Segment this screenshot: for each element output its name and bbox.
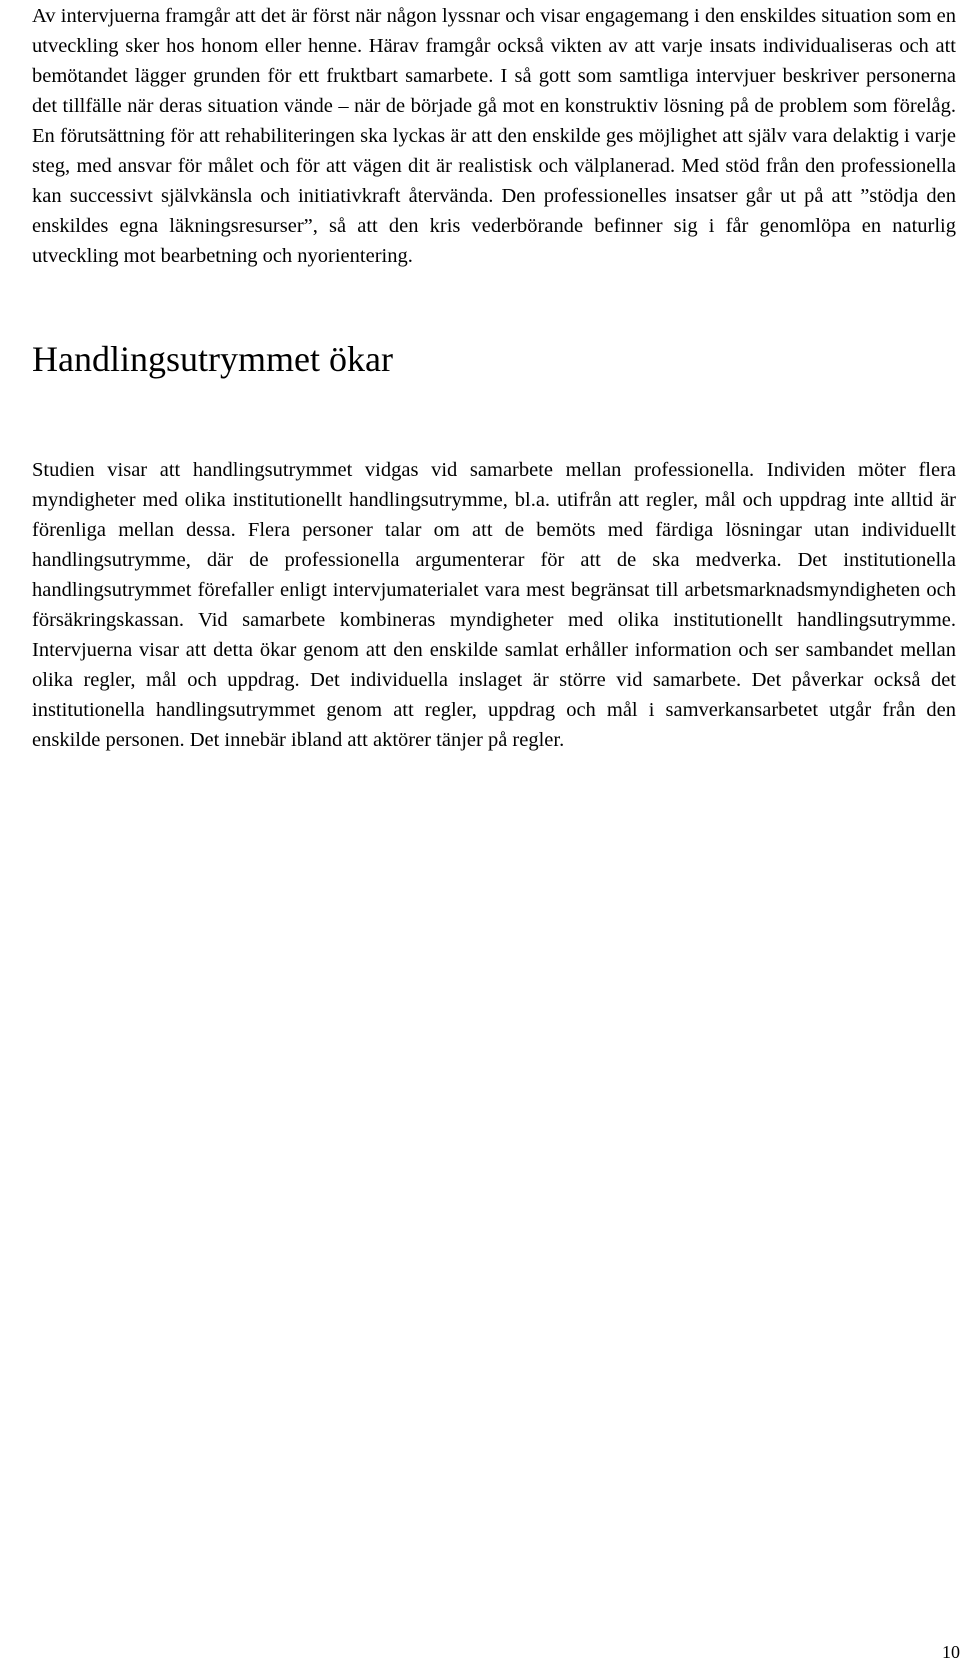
page-number: 10 <box>942 1642 960 1662</box>
section-heading: Handlingsutrymmet ökar <box>32 339 393 379</box>
body-paragraph-1: Av intervjuerna framgår att det är först när någon lyssnar och visar engagemang i den enskildes situation som en utveckling sker hos honom eller henne. Härav framgår också vikten av att varje insats individualiseras och att bemötandet lägger grunden för ett fruktbart samarbete. I så gott som samtliga intervjuer beskriver personerna det tillfälle när deras situation vände – när de började gå mot en konstruktiv lösning på de problem som förelåg. En förutsättning för att rehabiliteringen ska lyckas är att den enskilde ges möjlighet att själv vara delaktig i varje steg, med ansvar för målet och för att vägen dit är realistisk och välplanerad. Med stöd från den professionella kan successivt självkänsla och initiativkraft återvända. Den professionelles insatser går ut på att ”stödja den enskildes egna läkningsresurser”, så att den kris vederbörande befinner sig i får genomlöpa en naturlig utveckling mot bearbetning och nyorientering. <box>32 5 956 267</box>
document-page <box>32 0 960 1675</box>
body-paragraph-2: Studien visar att handlingsutrymmet vidgas vid samarbete mellan professionella. Individen möter flera myndigheter med olika institutionellt handlingsutrymme, bl.a. utifrån att regler, mål och uppdrag inte alltid är förenliga mellan dessa. Flera personer talar om att de bemöts med färdiga lösningar utan individuellt handlingsutrymme, där de professionella argumenterar för att de ska medverka. Det institutionella handlingsutrymmet förefaller enligt intervjumaterialet vara mest begränsat till arbetsmarknadsmyndigheten och försäkringskassan. Vid samarbete kombineras myndigheter med olika institutionellt handlingsutrymme. Intervjuerna visar att detta ökar genom att den enskilde samlat erhåller information och ser sambandet mellan olika regler, mål och uppdrag. Det individuella inslaget är större vid samarbete. Det påverkar också det institutionella handlingsutrymmet genom att regler, uppdrag och mål i samverkansarbetet utgår från den enskilde personen. Det innebär ibland att aktörer tänjer på regler. <box>32 459 956 751</box>
